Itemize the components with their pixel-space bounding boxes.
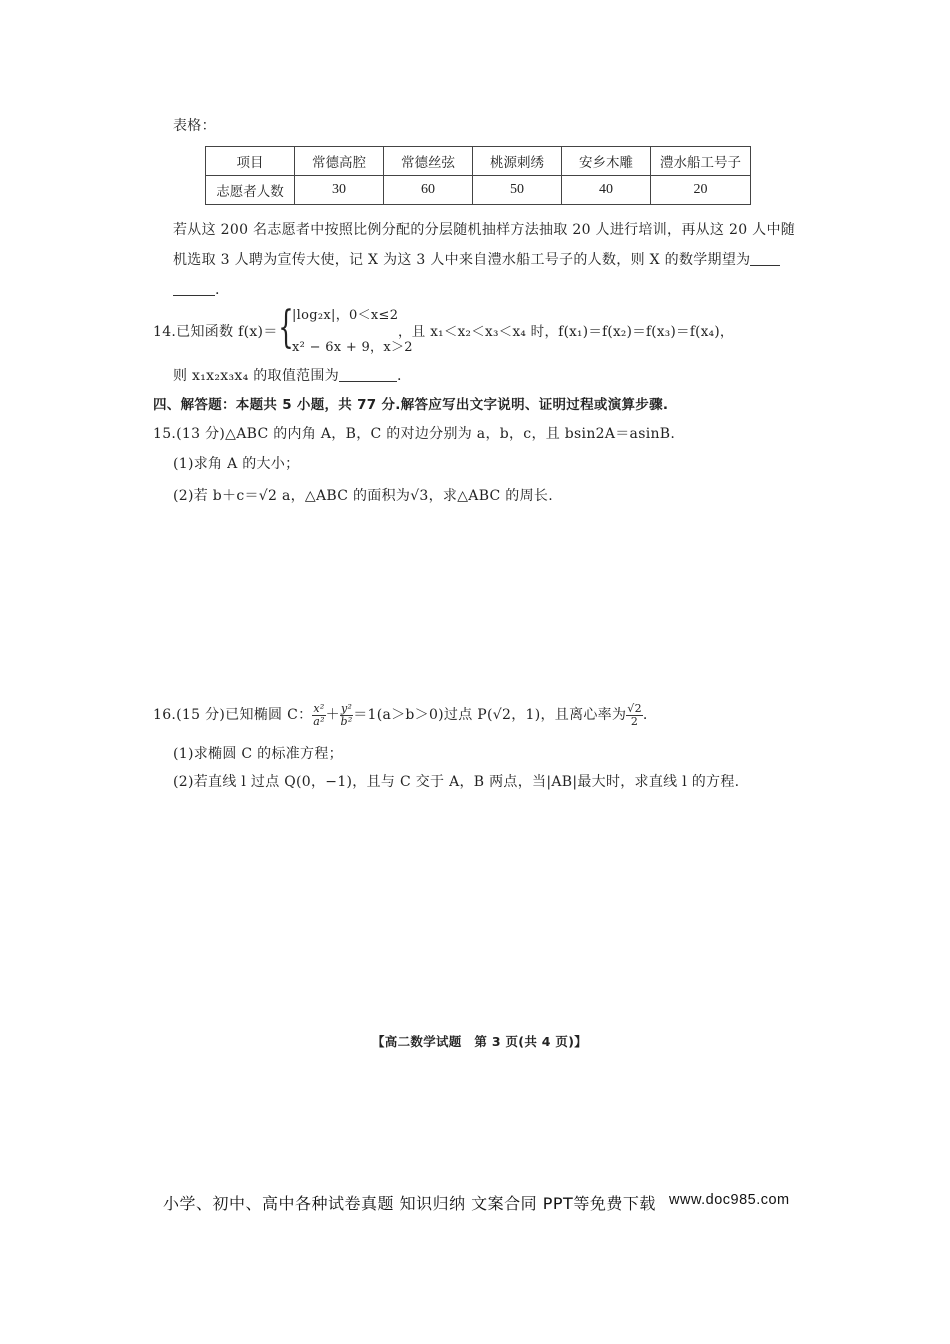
q16-plus: ＋ [325,707,340,723]
table-header-row [206,147,751,176]
table-intro: 表格： [173,118,216,134]
q13-line3 [173,280,220,300]
q13-line3-end: . [215,282,220,298]
q13-line1: 若从这 200 名志愿者中按照比例分配的分层随机抽样方法抽取 20 人进行培训，再从这 20 人中随 [173,222,796,238]
fraction-sqrt2-2: $\frac{√2}{2}$ [627,701,642,728]
q16-stem-end: . [642,707,648,723]
table-cell: 40 [562,176,651,205]
table-row-label: 志愿者人数 [206,176,295,205]
table-cell: 20 [651,176,751,205]
table-cell: 50 [473,176,562,205]
answer-blank[interactable] [173,295,215,296]
answer-blank[interactable] [750,265,780,266]
fraction-x2-a2: $\frac{\text{x²}}{\text{a²}}$ [313,701,325,728]
page-footer: 【高二数学试题 第 3 页(共 4 页)】 [372,1034,588,1049]
table-header-cell: 项目 [206,147,295,176]
table-header-cell: 安乡木雕 [562,147,651,176]
table-header-cell: 常德丝弦 [384,147,473,176]
table-header-cell: 澧水船工号子 [651,147,751,176]
q16-stem [153,700,648,730]
site-banner: 小学、初中、高中各种试卷真题 知识归纳 文案合同 PPT等免费下载 [163,1194,656,1213]
q14-suffix: ，且 x₁＜x₂＜x₃＜x₄ 时，f(x₁)＝f(x₂)＝f(x₃)＝f(x₄)， [398,324,734,340]
q14-line2 [173,366,402,386]
answer-blank[interactable] [339,381,397,382]
section-heading: 四、解答题：本题共 5 小题，共 77 分.解答应写出文字说明、证明过程或演算步骤. [153,397,669,413]
q16-part1: (1)求椭圆 C 的标准方程； [173,746,343,762]
piecewise-brace: { [278,302,294,353]
q16-stem-start: 16.(15 分)已知椭圆 C： [153,707,313,723]
site-url-link[interactable]: www.doc985.com [669,1192,790,1208]
table-row [206,176,751,205]
q13-line2 [173,250,780,270]
q16-part2: (2)若直线 l 过点 Q(0，−1)，且与 C 交于 A，B 两点，当|AB|最大时，求直线 l 的方程. [173,774,740,790]
q15-part2: (2)若 b＋c＝√2 a，△ABC 的面积为√3，求△ABC 的周长. [173,488,553,504]
fraction-y2-b2: $\frac{\text{y²}}{\text{b²}}$ [340,701,353,728]
q14-prefix: 14.已知函数 f(x)＝ [153,324,278,340]
table-header-cell: 桃源刺绣 [473,147,562,176]
q13-line2-text: 机选取 3 人聘为宣传大使，记 X 为这 3 人中来自澧水船工号子的人数，则 X 的数学期望为 [173,252,751,268]
q16-stem-middle: ＝1(a＞b＞0)过点 P(√2，1)，且离心率为 [353,707,627,723]
q15-part1: (1)求角 A 的大小； [173,456,300,472]
q14-case2: x² − 6x + 9，x＞2 [292,340,413,355]
q15-stem: 15.(13 分)△ABC 的内角 A，B，C 的对边分别为 a，b，c，且 bsin2A＝asinB. [153,426,676,442]
table-cell: 60 [384,176,473,205]
q14-line2-end: . [397,368,402,384]
table-cell: 30 [295,176,384,205]
q14-line2-text: 则 x₁x₂x₃x₄ 的取值范围为 [173,368,340,384]
q14-case1: |log₂x|，0＜x≤2 [292,308,399,323]
table-header-cell: 常德高腔 [295,147,384,176]
volunteer-table [205,146,751,205]
